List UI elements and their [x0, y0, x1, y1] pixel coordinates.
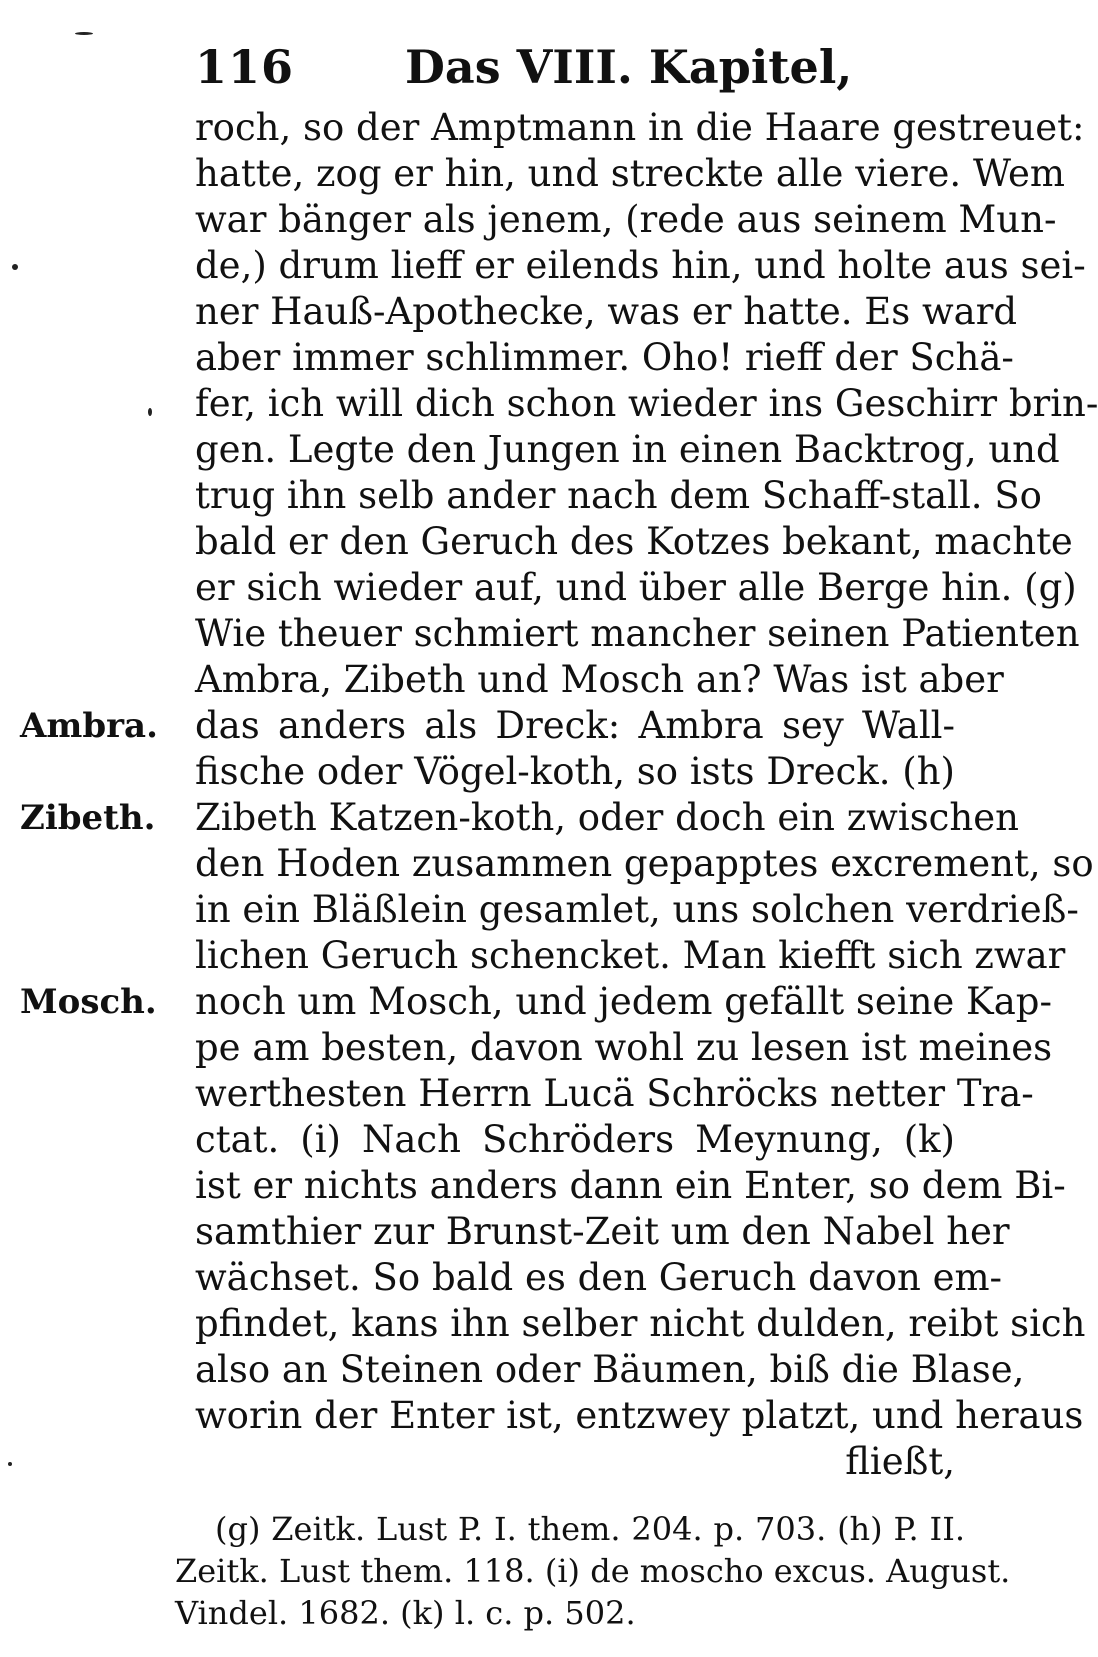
text-line: de,) drum lieff er eilends hin, und holte aus sei-: [195, 244, 1086, 287]
text-line: fließt,: [845, 1440, 955, 1483]
footnote-line: Zeitk. Lust them. 118. (i) de moscho excus. August.: [175, 1552, 1011, 1590]
text-line: das anders als Dreck: Ambra sey Wall-: [195, 704, 955, 747]
text-line: aber immer schlimmer. Oho! rieff der Schä-: [195, 336, 1014, 379]
ink-speck: [8, 1462, 12, 1466]
margin-note: Mosch.: [20, 982, 157, 1022]
text-line: samthier zur Brunst-Zeit um den Nabel her: [195, 1210, 1010, 1253]
text-line: Ambra, Zibeth und Mosch an? Was ist aber: [195, 658, 1004, 701]
text-line: bald er den Geruch des Kotzes bekant, machte: [195, 520, 1073, 563]
page-header: [195, 40, 955, 100]
ink-speck: [12, 264, 18, 270]
ink-speck: [148, 408, 152, 416]
text-line: den Hoden zusammen gepapptes excrement, so: [195, 842, 1094, 885]
margin-note: Zibeth.: [20, 798, 156, 838]
text-line: roch, so der Amptmann in die Haare gestreuet:: [195, 106, 1085, 149]
text-line: worin der Enter ist, entzwey platzt, und heraus: [195, 1394, 1084, 1437]
text-line: trug ihn selb ander nach dem Schaff-stall. So: [195, 474, 1042, 517]
text-line: hatte, zog er hin, und streckte alle viere. Wem: [195, 152, 1065, 195]
text-line: pe am besten, davon wohl zu lesen ist meines: [195, 1026, 1053, 1069]
text-line: war bänger als jenem, (rede aus seinem Mun-: [195, 198, 1057, 241]
text-line: gen. Legte den Jungen in einen Backtrog, und: [195, 428, 1060, 471]
text-line: ctat. (i) Nach Schröders Meynung, (k): [195, 1118, 955, 1161]
footnotes: [175, 1508, 1011, 1634]
text-line: er sich wieder auf, und über alle Berge hin. (g): [195, 566, 1077, 609]
text-line: werthesten Herrn Lucä Schröcks netter Tra-: [195, 1072, 1034, 1115]
text-line: fer, ich will dich schon wieder ins Geschirr brin-: [195, 382, 1098, 425]
text-line: ner Hauß-Apothecke, was er hatte. Es ward: [195, 290, 1018, 333]
body-text: [195, 105, 1098, 1485]
margin-note: Ambra.: [20, 706, 158, 746]
page-number: 116: [195, 40, 295, 94]
text-line: ist er nichts anders dann ein Enter, so dem Bi-: [195, 1164, 1066, 1207]
text-line: lichen Geruch schencket. Man kiefft sich zwar: [195, 934, 1066, 977]
text-line: in ein Bläßlein gesamlet, uns solchen verdrieß-: [195, 888, 1079, 931]
ink-speck: [75, 32, 93, 35]
text-line: pfindet, kans ihn selber nicht dulden, reibt sich: [195, 1302, 1086, 1345]
text-line: fische oder Vögel-koth, so ists Dreck. (h): [195, 750, 955, 793]
text-line: noch um Mosch, und jedem gefällt seine Kap-: [195, 980, 1052, 1023]
running-title: Das VIII. Kapitel,: [405, 40, 853, 94]
text-line: also an Steinen oder Bäumen, biß die Blase,: [195, 1348, 1025, 1391]
text-line: Wie theuer schmiert mancher seinen Patienten: [195, 612, 1080, 655]
footnote-line: Vindel. 1682. (k) l. c. p. 502.: [175, 1594, 636, 1632]
text-line: Zibeth Katzen-koth, oder doch ein zwischen: [195, 796, 1019, 839]
footnote-line: (g) Zeitk. Lust P. I. them. 204. p. 703. (h) P. II.: [215, 1510, 965, 1548]
text-line: wächset. So bald es den Geruch davon em-: [195, 1256, 1003, 1299]
